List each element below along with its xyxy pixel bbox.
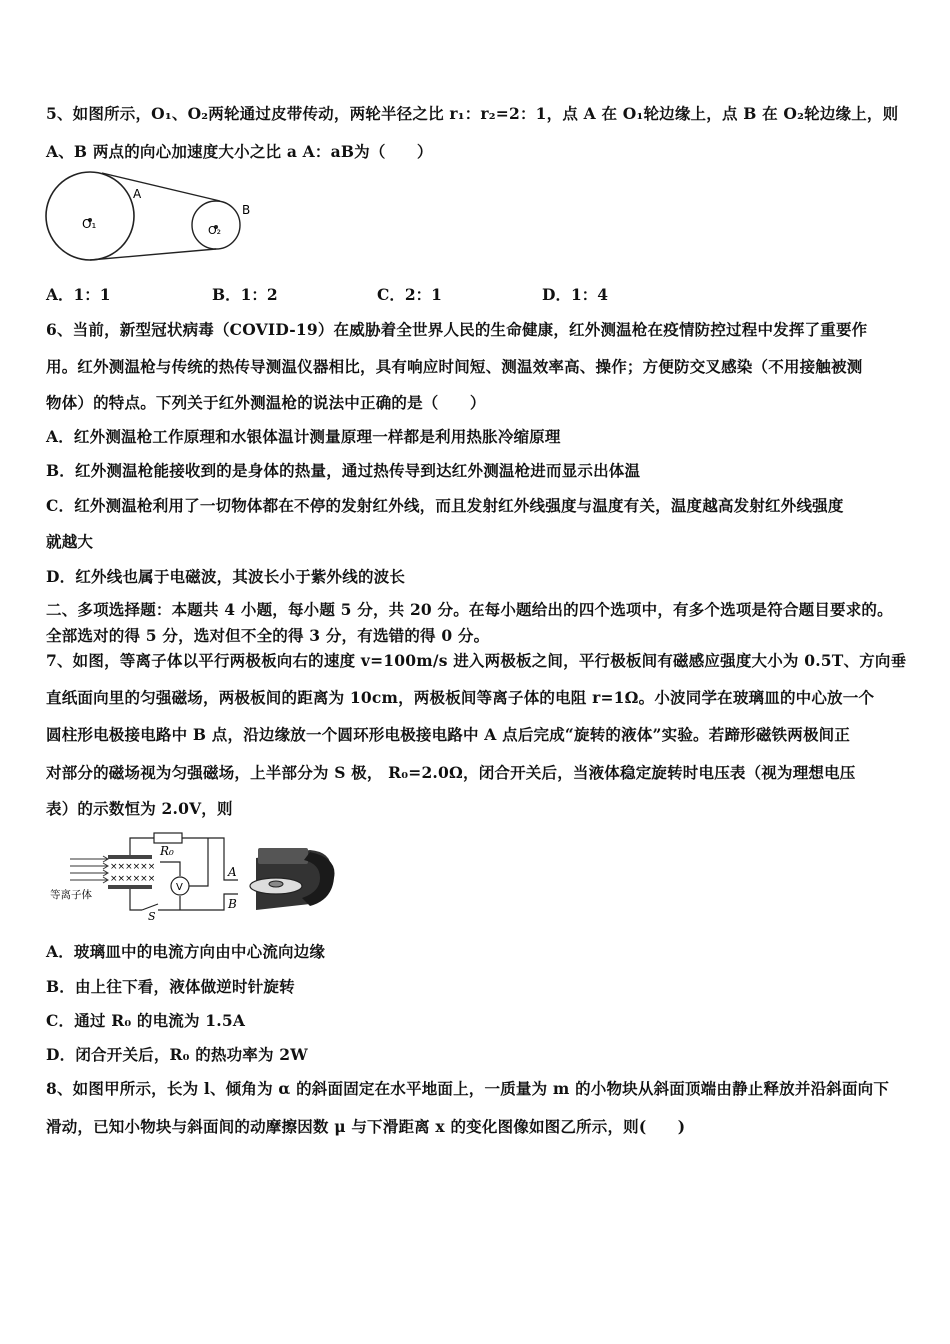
q6-line-3: 物体）的特点。下列关于红外测温枪的说法中正确的是（ ）: [46, 393, 486, 412]
q7-option-c: C．通过 R₀ 的电流为 1.5A: [46, 1011, 246, 1030]
resistor-r0: [154, 833, 182, 843]
belt-pulley-diagram: [44, 170, 259, 270]
q5-line-2: A、B 两点的向心加速度大小之比 a A：aB为（ ）: [46, 142, 433, 161]
voltmeter-label: V: [176, 882, 183, 893]
field-crosses-bottom: ××××××: [110, 874, 156, 884]
upper-plate: [108, 855, 152, 859]
plasma-circuit-diagram: [48, 828, 338, 923]
pulley-o1: [46, 172, 134, 260]
label-switch: S: [148, 910, 156, 923]
label-point-a: A: [133, 187, 142, 201]
label-point-b: B: [228, 897, 237, 911]
q5-option-a: A．1：1: [46, 285, 111, 304]
label-point-b: B: [242, 203, 251, 217]
q8-line-2: 滑动，已知小物块与斜面间的动摩擦因数 μ 与下滑距离 x 的变化图像如图乙所示，则( ): [46, 1117, 686, 1136]
q7-line-4: 对部分的磁场视为匀强磁场，上半部分为 S 极， R₀=2.0Ω，闭合开关后，当液体稳定旋转时电压表（视为理想电压: [46, 763, 856, 782]
belt-bottom: [90, 249, 216, 260]
q7-line-5: 表）的示数恒为 2.0V，则: [46, 799, 233, 818]
section-2-line-2: 全部选对的得 5 分，选对但不全的得 3 分，有选错的得 0 分。: [46, 626, 490, 645]
q5-line-1: 5、如图所示，O₁、O₂两轮通过皮带传动，两轮半径之比 r₁：r₂=2：1，点 A 在 O₁轮边缘上，点 B 在 O₂轮边缘上，则: [46, 104, 899, 123]
q7-option-a: A．玻璃皿中的电流方向由中心流向边缘: [46, 942, 326, 961]
field-crosses-top: ××××××: [110, 862, 156, 872]
q7-line-2: 直纸面向里的匀强磁场，两极板间的距离为 10cm，两极板间等离子体的电阻 r=1Ω。小波同学在玻璃皿的中心放一个: [46, 688, 875, 707]
q5-option-b: B．1：2: [212, 285, 278, 304]
q7-line-3: 圆柱形电极接电路中 B 点，沿边缘放一个圆环形电极接电路中 A 点后完成“旋转的液体”实验。若蹄形磁铁两极间正: [46, 725, 851, 744]
section-2-line-1: 二、多项选择题：本题共 4 小题，每小题 5 分，共 20 分。在每小题给出的四个选项中，有多个选项是符合题目要求的。: [46, 600, 893, 619]
label-r0: R₀: [160, 844, 174, 858]
q5-option-c: C．2：1: [377, 285, 442, 304]
q6-option-d: D．红外线也属于电磁波，其波长小于紫外线的波长: [46, 567, 406, 586]
lower-plate: [108, 885, 152, 889]
q6-option-b: B．红外测温枪能接收到的是身体的热量，通过热传导到达红外测温枪进而显示出体温: [46, 461, 641, 480]
q5-option-d: D．1：4: [542, 285, 609, 304]
label-o1: O₁: [82, 217, 97, 231]
plasma-label: 等离子体: [50, 889, 92, 901]
center-electrode: [269, 881, 283, 887]
q7-line-1: 7、如图，等离子体以平行两极板向右的速度 v=100m/s 进入两极板之间，平行极板间有磁感应强度大小为 0.5T、方向垂: [46, 651, 907, 670]
q8-line-1: 8、如图甲所示，长为 l、倾角为 α 的斜面固定在水平地面上，一质量为 m 的小物块从斜面顶端由静止释放并沿斜面向下: [46, 1079, 890, 1098]
q6-option-c: C．红外测温枪利用了一切物体都在不停的发射红外线，而且发射红外线强度与温度有关，温度越高发射红外线强度: [46, 496, 844, 515]
q7-option-b: B．由上往下看，液体做逆时针旋转: [46, 977, 295, 996]
q6-line-2: 用。红外测温枪与传统的热传导测温仪器相比，具有响应时间短、测温效率高、操作；方便防交叉感染（不用接触被测: [46, 357, 863, 376]
label-point-a: A: [228, 865, 237, 879]
belt-top: [102, 173, 220, 201]
q7-option-d: D．闭合开关后，R₀ 的热功率为 2W: [46, 1045, 308, 1064]
q6-option-c-cont: 就越大: [46, 532, 94, 551]
plasma-arrows: [70, 856, 108, 883]
q6-option-a: A．红外测温枪工作原理和水银体温计测量原理一样都是利用热胀冷缩原理: [46, 427, 561, 446]
q6-line-1: 6、当前，新型冠状病毒（COVID-19）在威胁着全世界人民的生命健康，红外测温枪在疫情防控过程中发挥了重要作: [46, 320, 868, 339]
label-o2: O₂: [208, 224, 222, 237]
